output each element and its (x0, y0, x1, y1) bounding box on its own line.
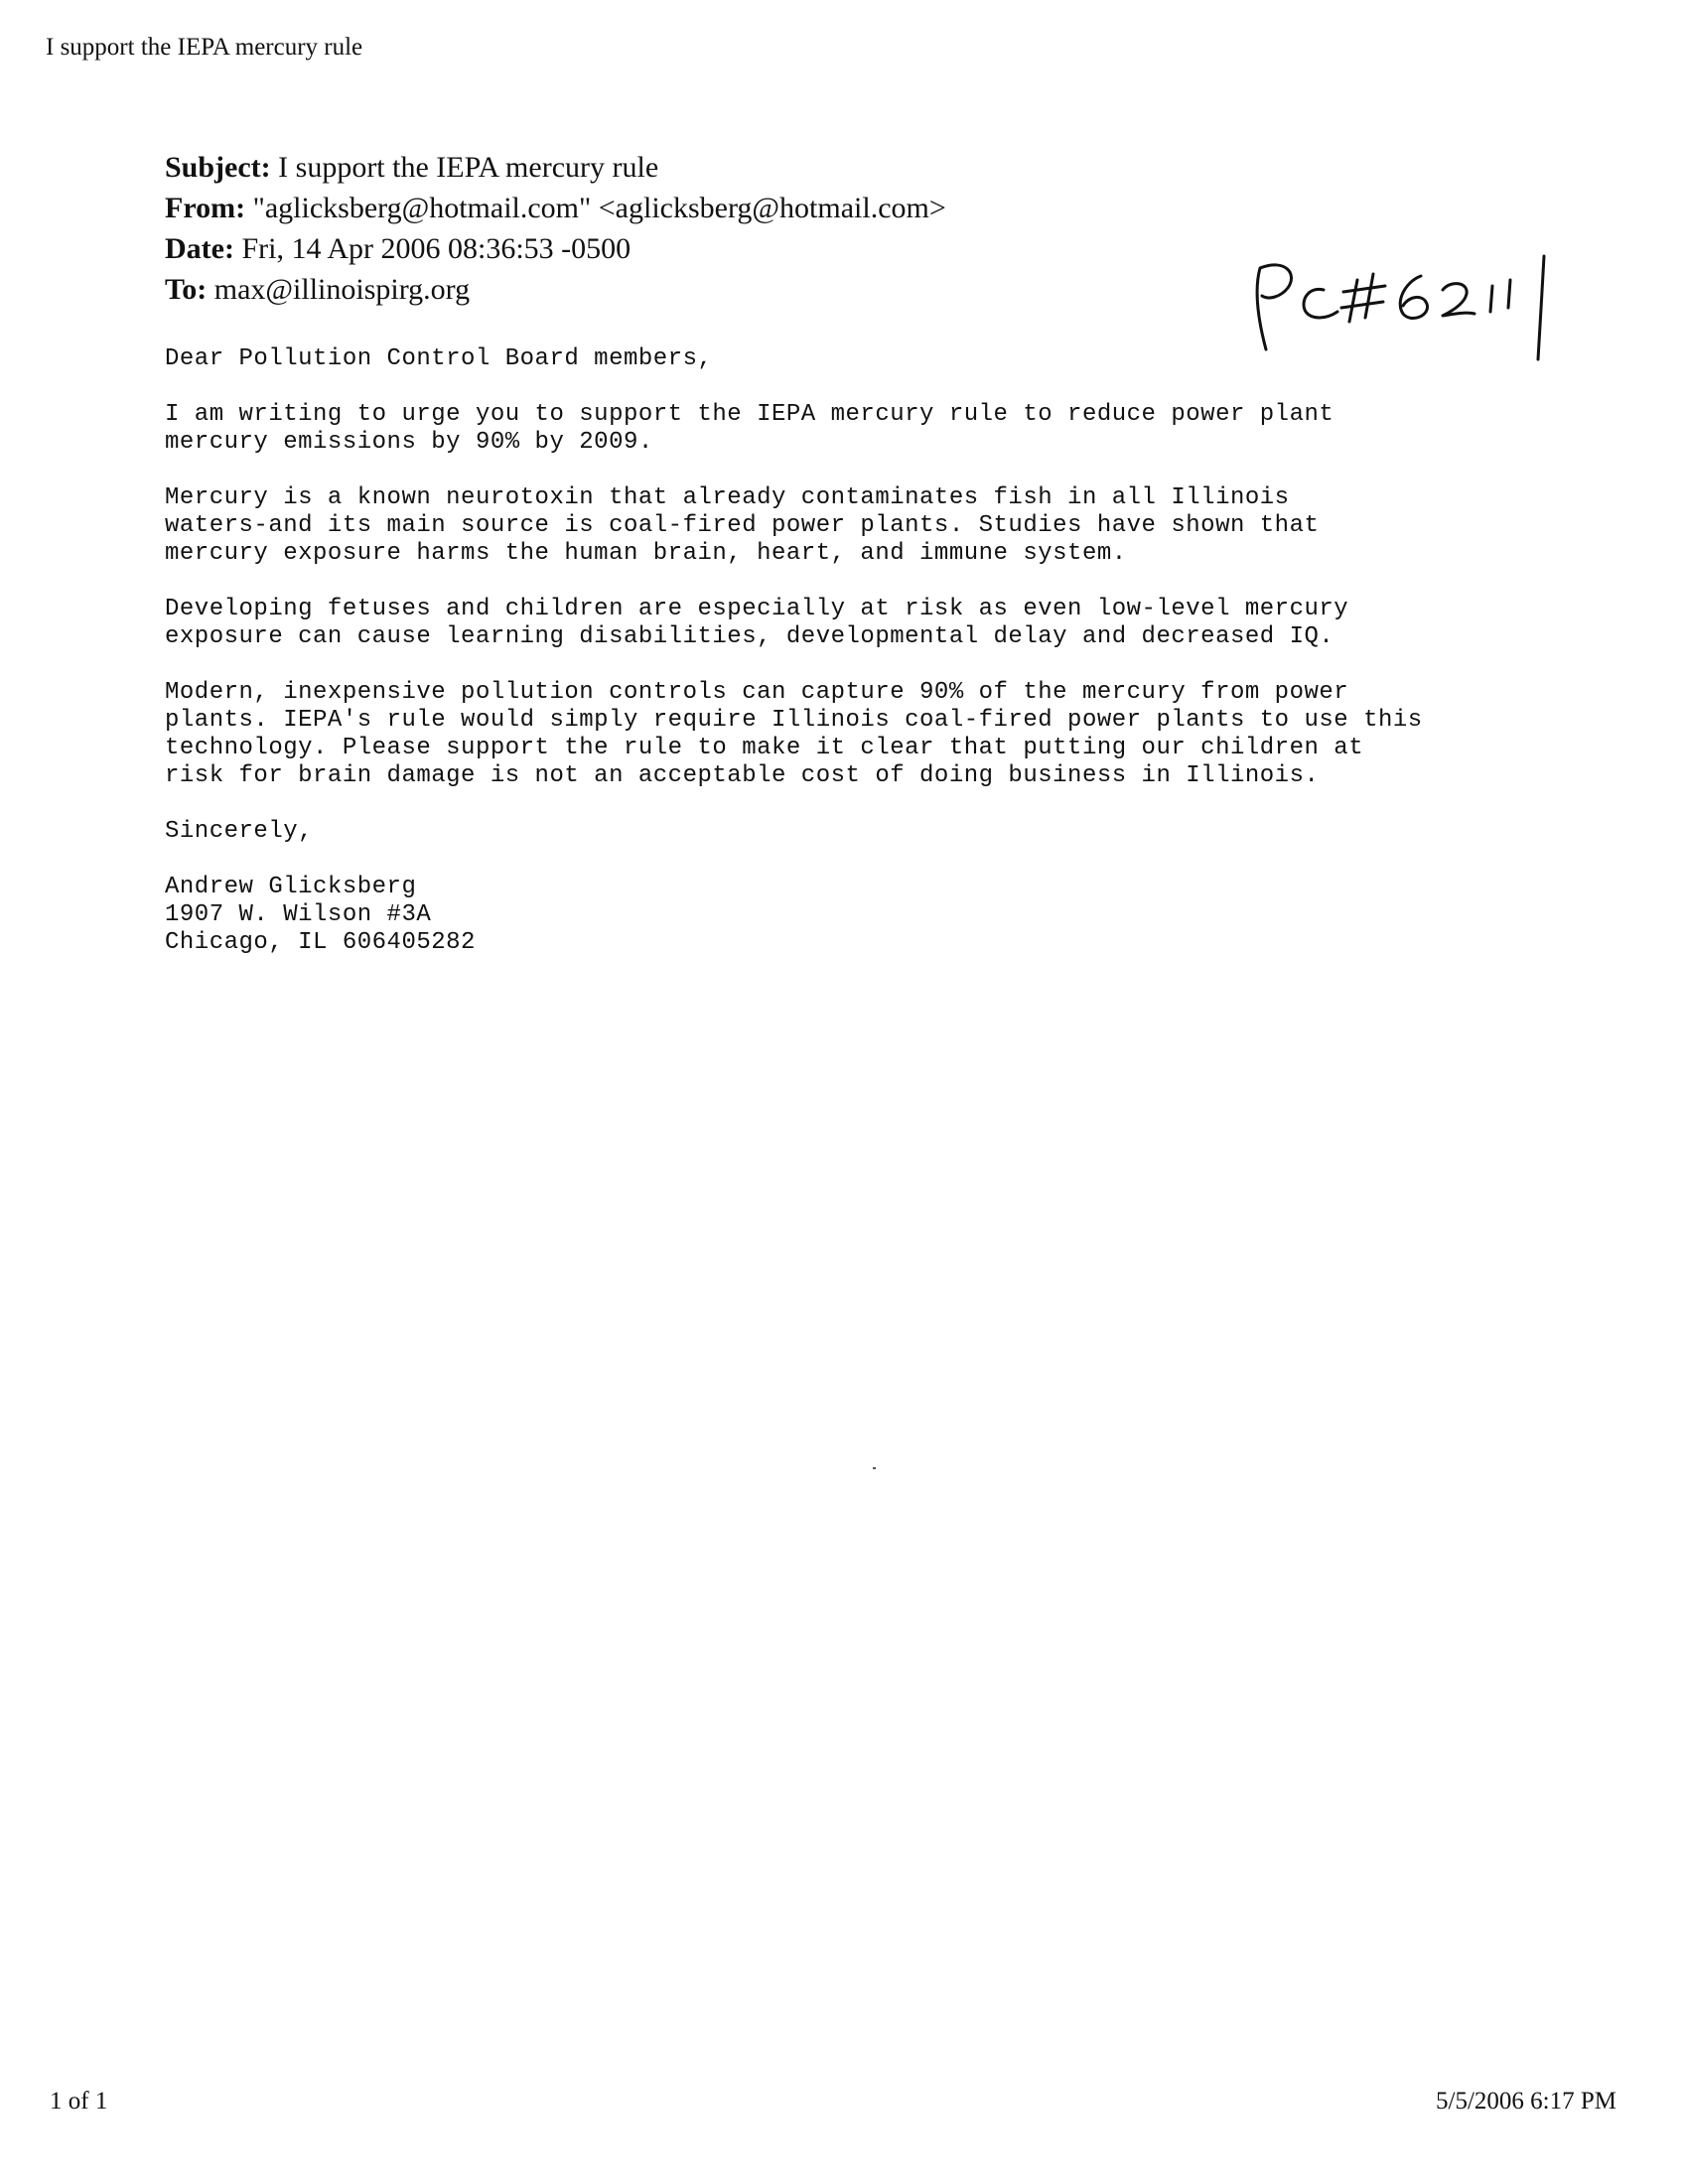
date-row (165, 228, 946, 269)
subject-value: I support the IEPA mercury rule (270, 151, 659, 184)
subject-row (165, 147, 946, 188)
from-value: "aglicksberg@hotmail.com" <aglicksberg@hotmail.com> (245, 192, 946, 224)
salutation: Dear Pollution Control Board members, (165, 345, 713, 372)
signature-block (165, 874, 1575, 957)
to-value: max@illinoispirg.org (207, 273, 471, 306)
to-label: To: (165, 273, 208, 306)
from-row (165, 188, 946, 228)
body-paragraph-4: Modern, inexpensive pollution controls can capture 90% of the mercury from power plants. IEPA's rule would simply require Illinois coal-fired power plants to use this technology. Please support the rule to make it clear that putting our children at risk for brain damage is not an acceptable cost of doing business in Illinois. (165, 679, 1423, 789)
subject-label: Subject: (165, 151, 271, 184)
body-paragraph-1: I am writing to urge you to support the IEPA mercury rule to reduce power plant mercury emissions by 90% by 2009. (165, 401, 1334, 456)
email-headers (165, 147, 946, 310)
to-row (165, 269, 946, 310)
scan-speck (873, 1467, 876, 1469)
body-paragraph-3: Developing fetuses and children are especially at risk as even low-level mercury exposure can cause learning disabilities, developmental delay and decreased IQ. (165, 596, 1349, 650)
print-timestamp: 5/5/2006 6:17 PM (1436, 2088, 1616, 2115)
signature-name: Andrew Glicksberg (165, 874, 417, 900)
body-paragraph-2: Mercury is a known neurotoxin that already contaminates fish in all Illinois waters-and its main source is coal-fired power plants. Studies have shown that mercury exposure harms the human brain, heart, and immune system. (165, 484, 1320, 567)
signature-address-line2: Chicago, IL 606405282 (165, 929, 476, 956)
signature-address-line1: 1907 W. Wilson #3A (165, 901, 432, 928)
page-number: 1 of 1 (50, 2088, 108, 2115)
closing: Sincerely, (165, 818, 314, 845)
from-label: From: (165, 192, 246, 224)
email-body (165, 345, 1575, 957)
date-value: Fri, 14 Apr 2006 08:36:53 -0500 (233, 232, 632, 265)
date-label: Date: (165, 232, 234, 265)
print-header-title: I support the IEPA mercury rule (46, 34, 363, 61)
